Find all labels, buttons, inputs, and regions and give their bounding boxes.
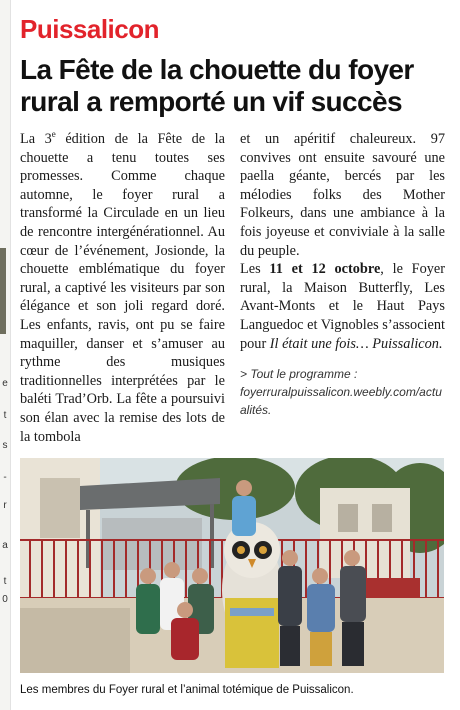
paragraph-1 (20, 130, 225, 446)
edge-fragment: e (2, 378, 8, 389)
section-kicker: Puissalicon (20, 14, 159, 44)
photo-caption: Les membres du Foyer rural et l’animal totémique de Puissalicon. (20, 684, 354, 696)
article-column-2 (240, 130, 445, 419)
text-run: Les (240, 261, 270, 278)
text-run: édition de la Fête de la chouette a tenu toutes ses promesses. Comme chaque automne, le foyer rural a transformé la Circulade en un lieu de rencontre intergénérationnel. Au cœur de l’événement, Josionde, la chouette emblématique du foyer rural, a captivé les visiteurs par son élégance et son joli regard doré. Les enfants, ravis, ont pu se faire maquiller, danser et s’amuser au rythme des musiques traditionnelles interprétées par le baléti Trad’Orb. La fête a poursuivi son élan avec la remise des lots de la tombola (20, 131, 225, 445)
edge-fragment: t (3, 410, 7, 421)
event-title: Il était une fois… Puissalicon. (269, 335, 443, 352)
edge-fragment: a (2, 540, 8, 551)
event-dates: 11 et 12 octobre (269, 261, 381, 278)
ordinal-superscript: e (51, 129, 56, 140)
paragraph-2 (240, 260, 445, 353)
group-photo-illustration (20, 458, 444, 673)
edge-fragment: - (3, 472, 7, 483)
text-run: La 3 (20, 131, 52, 147)
previous-page-photo-fragment (0, 248, 6, 334)
edge-fragment: 0 (2, 594, 8, 605)
owl-mascot (222, 522, 282, 668)
text-run: , le Foyer rural, la Maison Butterfly, Les Avant-Monts et le Haut Pays Languedoc et Vignobles s’associent pour (240, 261, 446, 352)
article-column-1 (20, 130, 225, 446)
group-photo (20, 458, 444, 673)
edge-fragment: t (3, 576, 7, 587)
edge-fragment: r (3, 500, 7, 511)
program-link-url[interactable]: foyerruralpuissalicon.weebly.com/actualités. (240, 385, 442, 418)
program-link-block (240, 365, 445, 419)
program-link-label: > Tout le programme : (240, 367, 358, 382)
paragraph-continued: et un apéritif chaleureux. 97 convives ont ensuite savouré une paella géante, bercés par les mélodies folks des Mother Folkeurs, dans une ambiance à la fois joyeuse et conviviale à la salle du peuple. (240, 131, 445, 259)
article-headline: La Fête de la chouette du foyer rural a remporté un vif succès (20, 54, 414, 117)
edge-fragment: s (2, 440, 8, 451)
